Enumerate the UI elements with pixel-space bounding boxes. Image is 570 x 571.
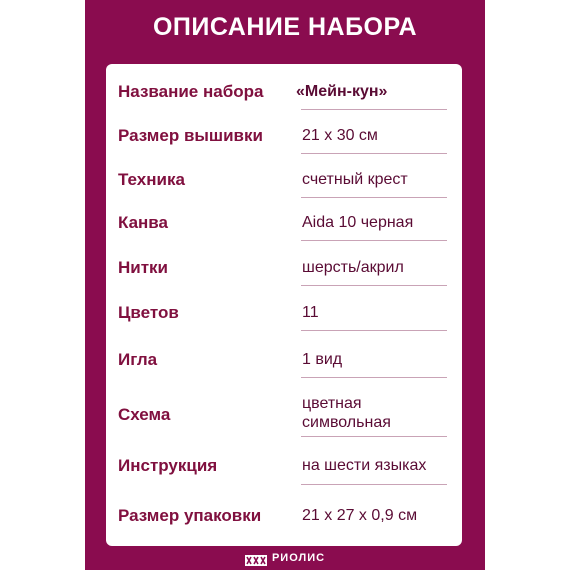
- spec-value: на шести языках: [302, 457, 427, 474]
- divider: [301, 153, 447, 154]
- divider: [301, 240, 447, 241]
- spec-label: Канва: [118, 213, 168, 232]
- spec-label: Нитки: [118, 258, 169, 277]
- divider: [301, 197, 447, 198]
- divider: [301, 484, 447, 485]
- spec-label: Инструкция: [118, 456, 218, 475]
- spec-value: Aida 10 черная: [302, 214, 414, 231]
- spec-value: 21 х 27 х 0,9 см: [302, 507, 418, 524]
- spec-label: Название набора: [118, 82, 264, 101]
- spec-value: счетный крест: [302, 171, 408, 188]
- spec-label: Игла: [118, 350, 158, 369]
- brand-footer: [85, 548, 485, 568]
- spec-value: шерсть/акрил: [302, 259, 404, 276]
- brand-name: РИОЛИС: [271, 552, 326, 564]
- spec-card: [106, 64, 462, 546]
- spec-label: Цветов: [118, 303, 179, 322]
- divider: [301, 109, 447, 110]
- page-title: ОПИСАНИЕ НАБОРА: [152, 13, 418, 41]
- spec-value: 11: [302, 304, 319, 321]
- spec-label: Размер вышивки: [118, 126, 263, 145]
- spec-label: Схема: [118, 405, 171, 424]
- divider: [301, 285, 447, 286]
- spec-value: 1 вид: [302, 351, 343, 368]
- spec-label: Техника: [118, 170, 185, 189]
- spec-label: Размер упаковки: [118, 506, 262, 525]
- riolis-logo-icon: [245, 553, 267, 564]
- divider: [301, 377, 447, 378]
- divider: [301, 330, 447, 331]
- spec-value: 21 х 30 см: [302, 127, 378, 144]
- spec-value: цветная символьная: [302, 395, 391, 431]
- divider: [301, 436, 447, 437]
- spec-value: «Мейн-кун»: [296, 83, 388, 100]
